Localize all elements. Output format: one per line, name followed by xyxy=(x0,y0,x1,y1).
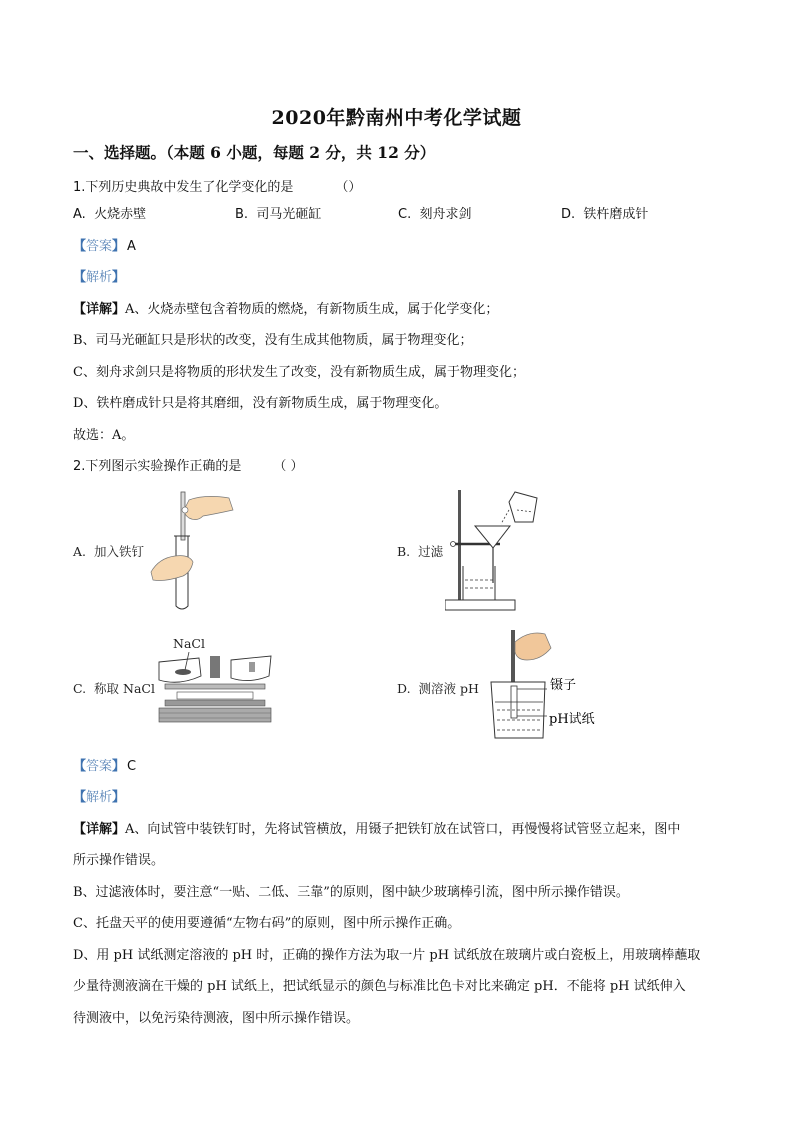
detail-tag: 【详解】 xyxy=(73,302,126,317)
figure-d-caption: D. 测溶液 pH xyxy=(397,681,479,696)
question-number: 2. xyxy=(73,459,86,474)
explanation-2-c: C、托盘天平的使用要遵循“左物右码”的原则，图中所示操作正确。 xyxy=(73,916,461,931)
explanation-2-a-cont: 所示操作错误。 xyxy=(73,853,165,868)
figure-b-caption: B. 过滤 xyxy=(397,544,444,559)
explanation-2-b: B、过滤液体时，要注意“一贴、二低、三靠”的原则，图中缺少玻璃棒引流，图中所示操作错误。 xyxy=(73,885,629,900)
analysis-line-1 xyxy=(73,266,125,285)
ph-test-illustration xyxy=(485,626,555,741)
document-title: 2020年黔南州中考化学试题 xyxy=(271,107,522,129)
answer-tag: 【答案】 xyxy=(73,239,126,254)
figure-a-caption: A. 加入铁钉 xyxy=(73,544,144,559)
conclusion-1: 故选：A。 xyxy=(73,428,135,443)
answer-blank: （） xyxy=(335,180,362,195)
section-heading: 一、选择题。（本题 6 小题，每题 2 分，共 12 分） xyxy=(73,143,436,162)
balance-scale-illustration xyxy=(155,652,275,732)
answer-value: C xyxy=(127,759,137,774)
explanation-1-c: C、刻舟求剑只是将物质的形状发生了改变，没有新物质生成，属于物理变化； xyxy=(73,365,525,380)
explanation-2-d: D、用 pH 试纸测定溶液的 pH 时，正确的操作方法为取一片 pH 试纸放在玻璃片或白瓷板上，用玻璃棒蘸取 xyxy=(73,948,701,963)
option-b: B. 司马光砸缸 xyxy=(235,207,322,222)
filtration-illustration xyxy=(445,488,570,613)
analysis-line-2 xyxy=(73,786,125,805)
tweezers-annotation: 镊子 xyxy=(550,678,577,693)
question-number: 1. xyxy=(73,180,86,195)
analysis-tag: 【解析】 xyxy=(73,790,126,805)
option-a: A. 火烧赤壁 xyxy=(73,207,147,222)
explanation-2-d-cont1: 少量待测液滴在干燥的 pH 试纸上，把试纸显示的颜色与标准比色卡对比来确定 pH．不能将 pH 试纸伸入 xyxy=(73,979,686,994)
explanation-1-b: B、司马光砸缸只是形状的改变，没有生成其他物质，属于物理变化； xyxy=(73,333,473,348)
test-tube-nail-illustration xyxy=(145,488,250,613)
explanation-1-d: D、铁杵磨成针只是将其磨细，没有新物质生成，属于物理变化。 xyxy=(73,396,448,411)
answer-blank: （ ） xyxy=(273,459,304,474)
question-text: 下列图示实验操作正确的是 xyxy=(85,459,242,474)
nacl-annotation: NaCl xyxy=(173,636,205,651)
analysis-tag: 【解析】 xyxy=(73,270,126,285)
option-c: C. 刻舟求剑 xyxy=(398,207,472,222)
answer-value: A xyxy=(127,239,136,254)
figure-c-caption: C. 称取 NaCl xyxy=(73,681,155,696)
answer-tag: 【答案】 xyxy=(73,759,126,774)
explanation-2-a: 【详解】A、向试管中装铁钉时，先将试管横放，用镊子把铁钉放在试管口，再慢慢将试管竖立起来，图中 xyxy=(73,822,681,837)
answer-line-1 xyxy=(73,235,136,254)
answer-line-2 xyxy=(73,755,136,774)
explanation-2-d-cont2: 待测液中，以免污染待测液，图中所示操作错误。 xyxy=(73,1011,360,1026)
question-text: 下列历史典故中发生了化学变化的是 xyxy=(85,180,294,195)
explanation-1-a: 【详解】A、火烧赤壁包含着物质的燃烧，有新物质生成，属于化学变化； xyxy=(73,302,499,317)
question-2-stem xyxy=(73,455,304,474)
detail-tag: 【详解】 xyxy=(73,822,126,837)
option-d: D. 铁杵磨成针 xyxy=(561,207,649,222)
question-1-stem xyxy=(73,176,361,195)
ph-paper-annotation: pH试纸 xyxy=(549,712,595,727)
